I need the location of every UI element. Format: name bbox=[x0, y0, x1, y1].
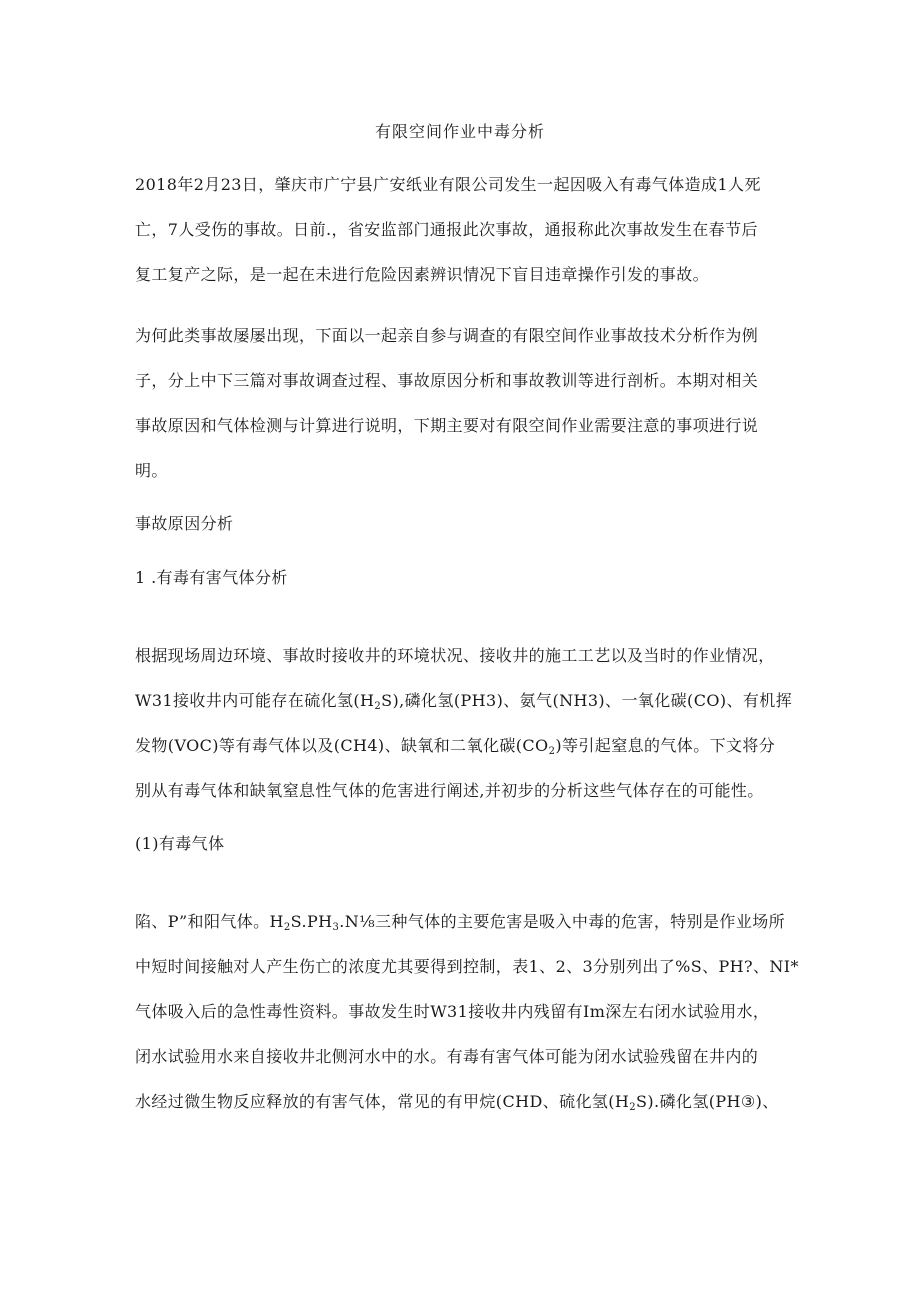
paragraph-2-line-3: 事故原因和气体检测与计算进行说明，下期主要对有限空间作业需要注意的事项进行说 bbox=[135, 416, 759, 435]
text-run: )等引起窒息的气体。下文将分 bbox=[555, 736, 776, 755]
paragraph-1-line-3: 复工复产之际，是一起在未进行危险因素辨识情况下盲目违章操作引发的事故。 bbox=[135, 265, 710, 284]
text-run: 陷、P”和阳气体。H bbox=[135, 912, 284, 931]
paragraph-4-line-2: 中短时间接触对人产生伤亡的浓度尤其要得到控制，表1、2、3分别列出了%S、PH?、NI* bbox=[135, 957, 799, 976]
section-heading-1: 1 .有毒有害气体分析 bbox=[135, 568, 288, 587]
paragraph-4-line-3: 气体吸入后的急性毒性资料。事故发生时W31接收井内残留有Im深左右闭水试验用水， bbox=[135, 1002, 770, 1021]
paragraph-3-line-2 bbox=[135, 691, 792, 711]
paragraph-1-line-2: 亡，7人受伤的事故。日前.，省安监部门通报此次事故，通报称此次事故发生在春节后 bbox=[135, 220, 758, 239]
text-run: S.PH bbox=[290, 912, 333, 931]
paragraph-3-line-4: 别从有毒气体和缺氧窒息性气体的危害进行阐述,并初步的分析这些气体存在的可能性。 bbox=[135, 781, 764, 800]
subscript: 2 bbox=[629, 1102, 637, 1113]
paragraph-4-line-4: 闭水试验用水来自接收井北侧河水中的水。有毒有害气体可能为闭水试验残留在井内的 bbox=[135, 1047, 759, 1066]
text-run: W31接收井内可能存在硫化氢(H bbox=[135, 691, 375, 710]
text-run: S).磷化氢(PH③)、 bbox=[636, 1092, 779, 1111]
paragraph-4-line-5 bbox=[135, 1092, 779, 1112]
paragraph-2-line-4: 明。 bbox=[135, 461, 168, 480]
subscript: 3 bbox=[332, 922, 340, 933]
paragraph-2-line-2: 子，分上中下三篇对事故调查过程、事故原因分析和事故教训等进行剖析。本期对相关 bbox=[135, 371, 759, 390]
section-heading-cause: 事故原因分析 bbox=[135, 514, 234, 533]
section-heading-toxic: (1)有毒气体 bbox=[135, 834, 225, 853]
paragraph-2-line-1: 为何此类事故屡屡出现，下面以一起亲自参与调查的有限空间作业事故技术分析作为例 bbox=[135, 326, 759, 345]
paragraph-1-line-1: 2018年2月23日，肇庆市广宁县广安纸业有限公司发生一起因吸入有毒气体造成1人死 bbox=[135, 175, 761, 194]
paragraph-3-line-1: 根据现场周边环境、事故时接收井的环境状况、接收井的施工工艺以及当时的作业情况， bbox=[135, 646, 775, 665]
subscript: 2 bbox=[548, 746, 556, 757]
paragraph-4-line-1 bbox=[135, 912, 785, 932]
text-run: S),磷化氢(PH3)、氨气(NH3)、一氧化碳(CO)、有机挥 bbox=[381, 691, 793, 710]
subscript: 2 bbox=[374, 701, 382, 712]
paragraph-3-line-3 bbox=[135, 736, 775, 756]
text-run: 水经过微生物反应释放的有害气体，常见的有甲烷(CHD、硫化氢(H bbox=[135, 1092, 630, 1111]
subscript: 2 bbox=[283, 922, 291, 933]
text-run: 发物(VOC)等有毒气体以及(CH4)、缺氧和二氧化碳(CO bbox=[135, 736, 549, 755]
text-run: .N⅛三种气体的主要危害是吸入中毒的危害，特别是作业场所 bbox=[339, 912, 786, 931]
document-title: 有限空间作业中毒分析 bbox=[374, 122, 545, 141]
